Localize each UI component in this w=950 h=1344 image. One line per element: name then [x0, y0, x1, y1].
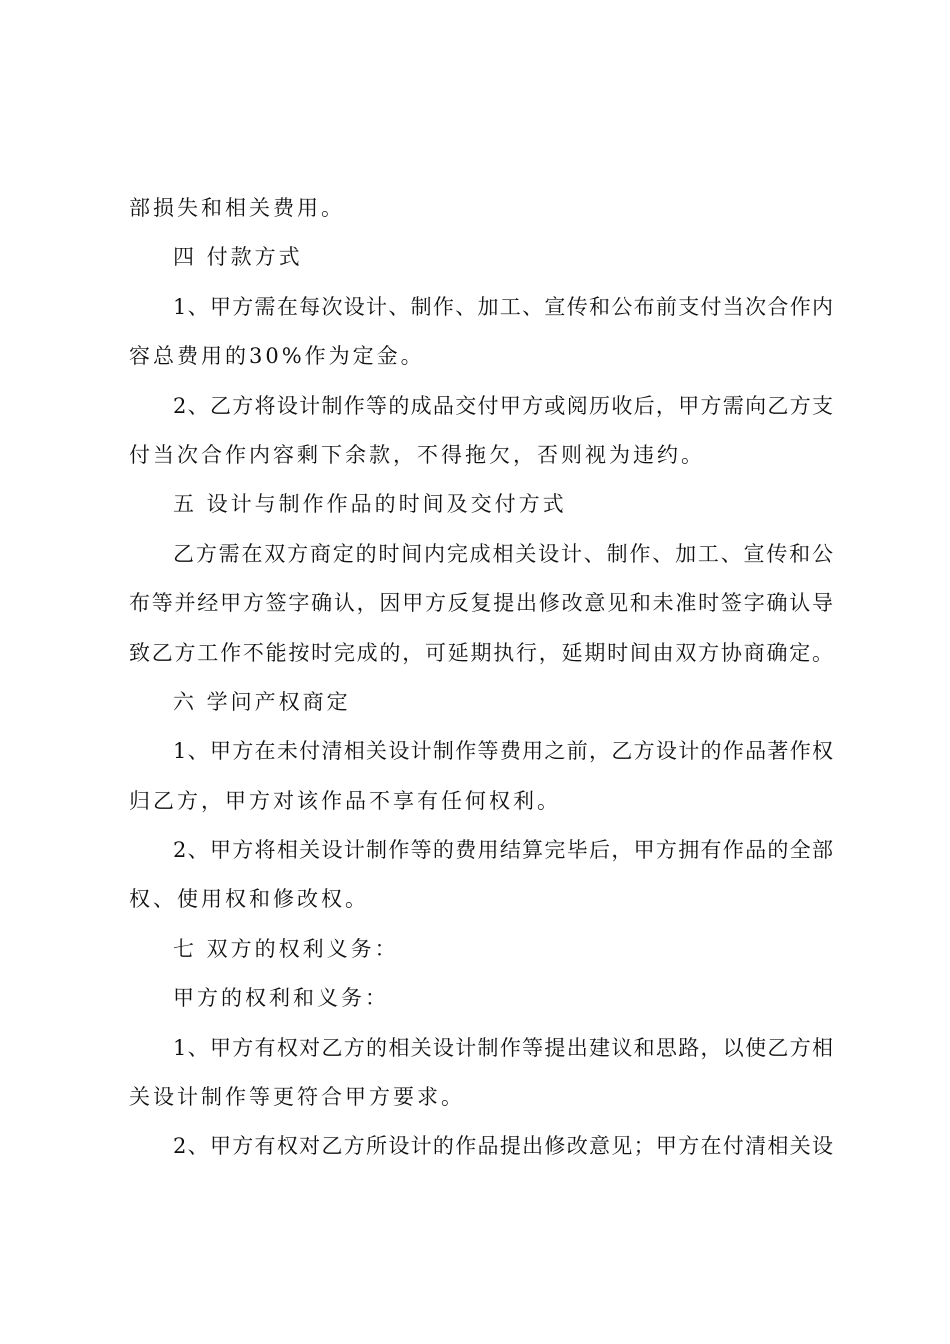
- clause-line: 2、甲方将相关设计制作等的费用结算完毕后，甲方拥有作品的全部: [173, 838, 834, 863]
- clause-line: 2、甲方有权对乙方所设计的作品提出修改意见；甲方在付清相关设: [173, 1134, 834, 1159]
- section-heading-payment: 四 付款方式: [173, 245, 303, 270]
- clause-line: 1、甲方有权对乙方的相关设计制作等提出建议和思路，以使乙方相: [173, 1035, 834, 1060]
- section-heading-rights: 七 双方的权利义务：: [173, 936, 399, 961]
- clause-line: 付当次合作内容剩下余款，不得拖欠，否则视为违约。: [129, 442, 705, 467]
- clause-line: 关设计制作等更符合甲方要求。: [129, 1085, 465, 1110]
- subheading-party-a: 甲方的权利和义务：: [173, 986, 389, 1011]
- paragraph-continuation-line: 部损失和相关费用。: [129, 196, 345, 220]
- clause-line: 权、使用权和修改权。: [129, 887, 369, 912]
- clause-line: 乙方需在双方商定的时间内完成相关设计、制作、加工、宣传和公: [173, 541, 834, 566]
- clause-line: 布等并经甲方签字确认，因甲方反复提出修改意见和未准时签字确认导: [129, 591, 834, 616]
- clause-line: 致乙方工作不能按时完成的，可延期执行，延期时间由双方协商确定。: [129, 640, 834, 665]
- section-heading-ip: 六 学问产权商定: [173, 689, 351, 714]
- section-heading-delivery: 五 设计与制作作品的时间及交付方式: [173, 492, 567, 517]
- clause-line: 1、甲方需在每次设计、制作、加工、宣传和公布前支付当次合作内: [173, 294, 834, 319]
- clause-line: 容总费用的30%作为定金。: [129, 344, 425, 369]
- clause-line: 1、甲方在未付清相关设计制作等费用之前，乙方设计的作品著作权: [173, 739, 834, 764]
- document-body: [129, 184, 834, 1172]
- clause-line: 归乙方，甲方对该作品不享有任何权利。: [129, 788, 561, 813]
- clause-line: 2、乙方将设计制作等的成品交付甲方或阅历收后，甲方需向乙方支: [173, 393, 834, 418]
